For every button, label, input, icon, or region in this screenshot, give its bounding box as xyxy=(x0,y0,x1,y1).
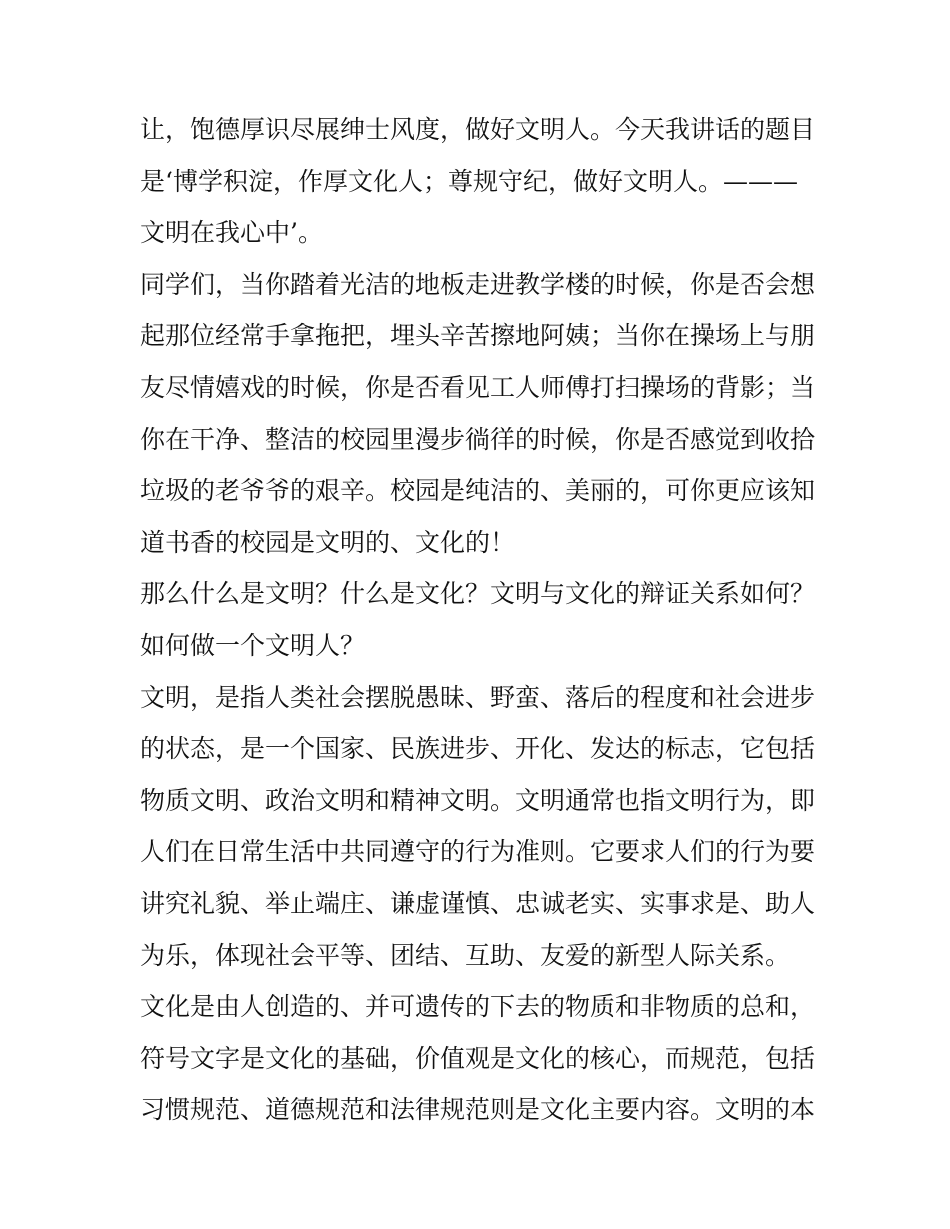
text-line: 符号文字是文化的基础，价值观是文化的核心，而规范，包括 xyxy=(140,1043,816,1073)
text-line: 文明在我心中’。 xyxy=(140,218,323,248)
text-line: 让，饱德厚识尽展绅士风度，做好文明人。今天我讲话的题目 xyxy=(140,115,816,144)
text-line: 人们在日常生活中共同遵守的行为准则。它要求人们的行为要 xyxy=(140,837,816,867)
text-line: 垃圾的老爷爷的艰辛。校园是纯洁的、美丽的，可你更应该知 xyxy=(140,476,816,506)
text-line: 那么什么是文明？什么是文化？文明与文化的辩证关系如何？ xyxy=(140,579,816,609)
text-line: 道书香的校园是文明的、文化的！ xyxy=(140,527,516,557)
text-line: 的状态，是一个国家、民族进步、开化、发达的标志，它包括 xyxy=(140,734,816,764)
text-line: 友尽情嬉戏的时候，你是否看见工人师傅打扫操场的背影；当 xyxy=(140,372,816,402)
text-line: 起那位经常手拿拖把，埋头辛苦擦地阿姨；当你在操场上与朋 xyxy=(140,321,816,351)
body-text xyxy=(140,104,820,1136)
text-line: 文化是由人创造的、并可遗传的下去的物质和非物质的总和， xyxy=(140,992,816,1022)
text-line: 为乐，体现社会平等、团结、互助、友爱的新型人际关系。 xyxy=(140,940,791,970)
text-line: 你在干净、整洁的校园里漫步徜徉的时候，你是否感觉到收拾 xyxy=(140,424,816,454)
text-line: 是‘博学积淀，作厚文化人；尊规守纪，做好文明人。——— xyxy=(140,166,798,196)
text-line: 物质文明、政治文明和精神文明。文明通常也指文明行为，即 xyxy=(140,785,816,815)
text-line: 讲究礼貌、举止端庄、谦虚谨慎、忠诚老实、实事求是、助人 xyxy=(140,888,816,918)
text-line: 文明，是指人类社会摆脱愚昧、野蛮、落后的程度和社会进步 xyxy=(140,682,816,712)
text-line: 如何做一个文明人？ xyxy=(140,630,366,660)
text-line: 同学们，当你踏着光洁的地板走进教学楼的时候，你是否会想 xyxy=(140,269,816,299)
text-line: 习惯规范、道德规范和法律规范则是文化主要内容。文明的本 xyxy=(140,1095,816,1125)
